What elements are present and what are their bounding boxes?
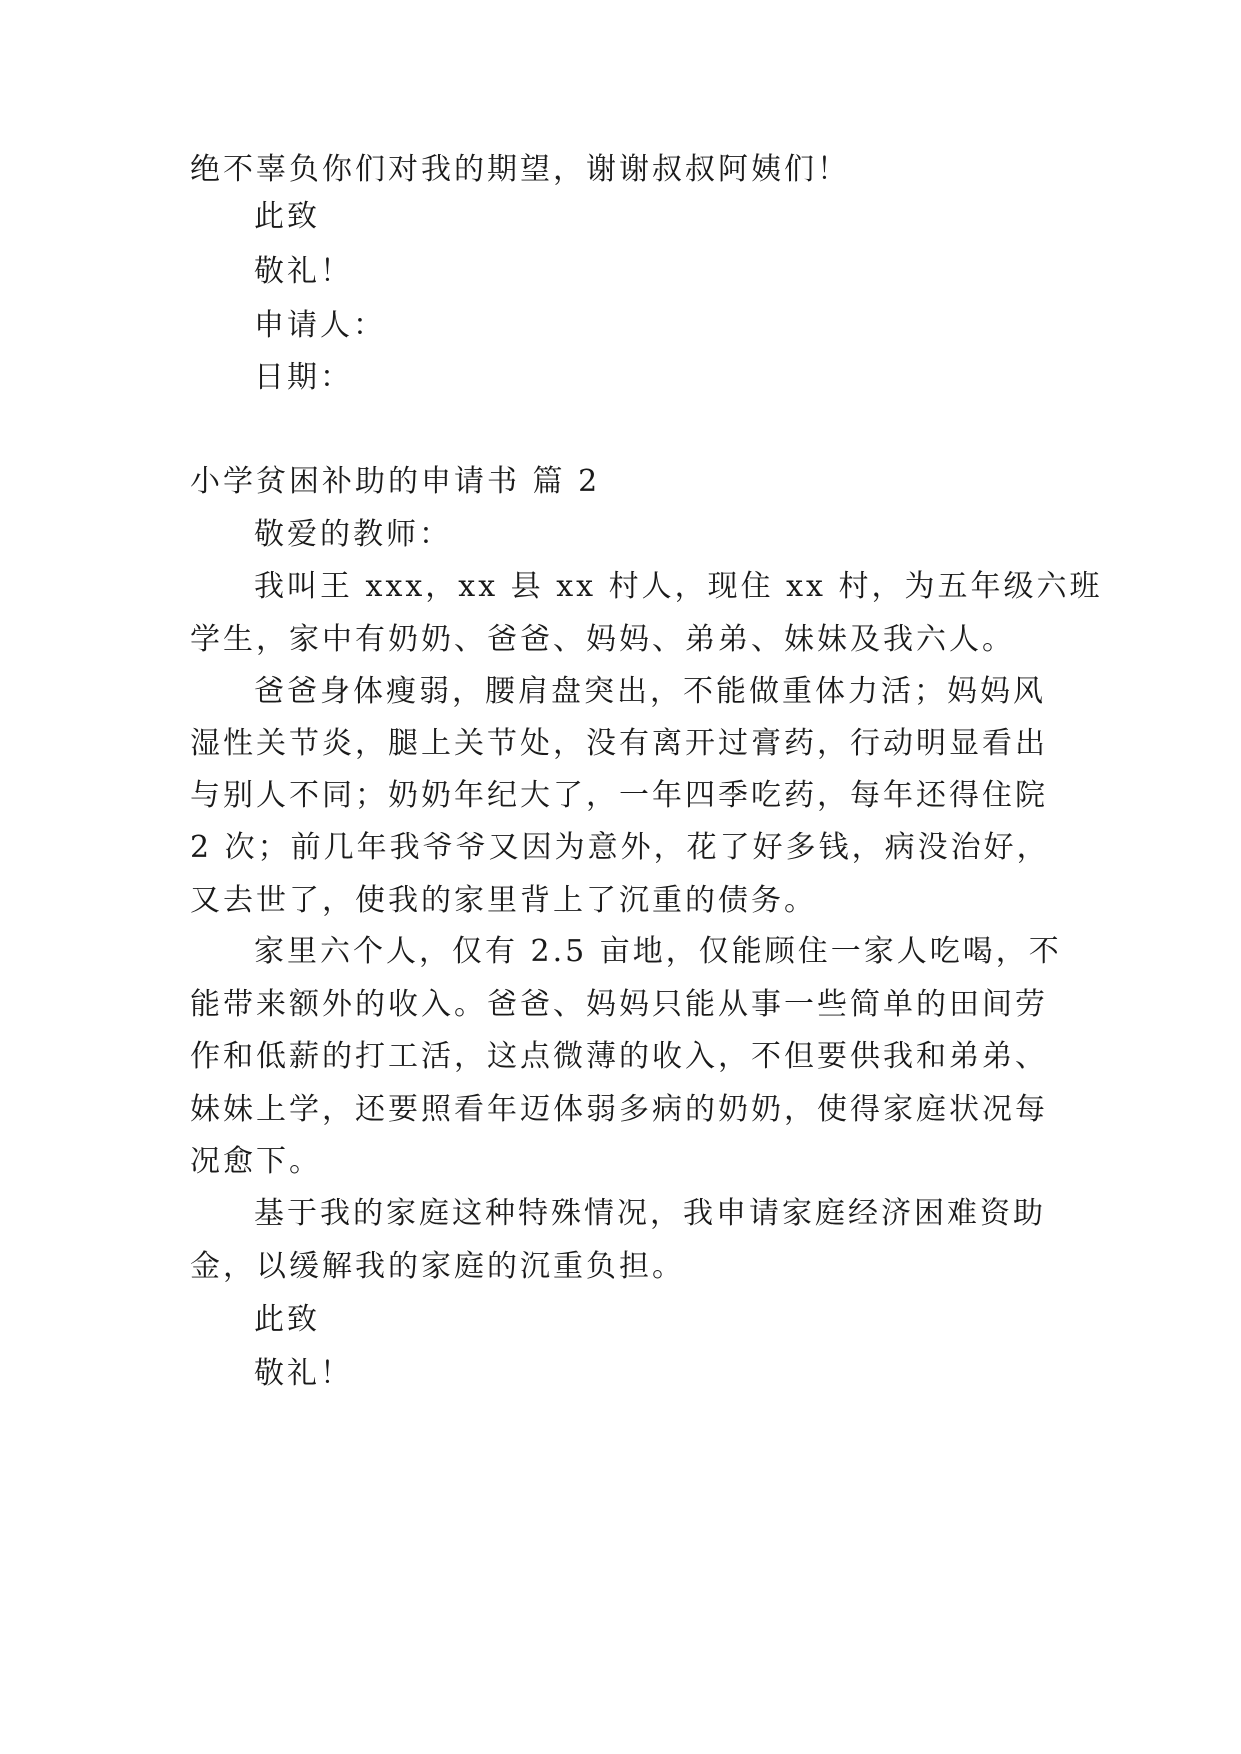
text-line: 家里六个人，仅有 2.5 亩地，仅能顾住一家人吃喝，不 bbox=[254, 934, 1062, 969]
text-line: 基于我的家庭这种特殊情况，我申请家庭经济困难资助 bbox=[254, 1196, 1046, 1231]
text-line: 金，以缓解我的家庭的沉重负担。 bbox=[190, 1249, 685, 1284]
closing-salutation: 此致 bbox=[254, 199, 320, 234]
text-line: 爸爸身体瘦弱，腰肩盘突出，不能做重体力活；妈妈风 bbox=[254, 674, 1046, 709]
text-line: 2 次；前几年我爷爷又因为意外，花了好多钱，病没治好， bbox=[190, 830, 1050, 865]
applicant-label: 申请人： bbox=[254, 308, 386, 343]
text-line: 作和低薪的打工活，这点微薄的收入，不但要供我和弟弟、 bbox=[190, 1039, 1048, 1074]
text-line: 绝不辜负你们对我的期望，谢谢叔叔阿姨们！ bbox=[190, 152, 850, 187]
closing-respect: 敬礼！ bbox=[254, 254, 353, 289]
text-line: 况愈下。 bbox=[190, 1144, 322, 1179]
text-line: 妹妹上学，还要照看年迈体弱多病的奶奶，使得家庭状况每 bbox=[190, 1092, 1048, 1127]
text-line: 学生，家中有奶奶、爸爸、妈妈、弟弟、妹妹及我六人。 bbox=[190, 622, 1015, 657]
section-title: 小学贫困补助的申请书 篇 2 bbox=[190, 464, 601, 499]
text-line: 能带来额外的收入。爸爸、妈妈只能从事一些简单的田间劳 bbox=[190, 987, 1048, 1022]
text-line: 我叫王 xxx，xx 县 xx 村人，现住 xx 村，为五年级六班 bbox=[254, 569, 1103, 604]
date-label: 日期： bbox=[254, 360, 353, 395]
text-line: 又去世了，使我的家里背上了沉重的债务。 bbox=[190, 883, 817, 918]
closing-respect: 敬礼！ bbox=[254, 1356, 353, 1391]
greeting: 敬爱的教师： bbox=[254, 517, 452, 552]
closing-salutation: 此致 bbox=[254, 1302, 320, 1337]
text-line: 湿性关节炎，腿上关节处，没有离开过膏药，行动明显看出 bbox=[190, 726, 1048, 761]
text-line: 与别人不同；奶奶年纪大了，一年四季吃药，每年还得住院 bbox=[190, 778, 1048, 813]
